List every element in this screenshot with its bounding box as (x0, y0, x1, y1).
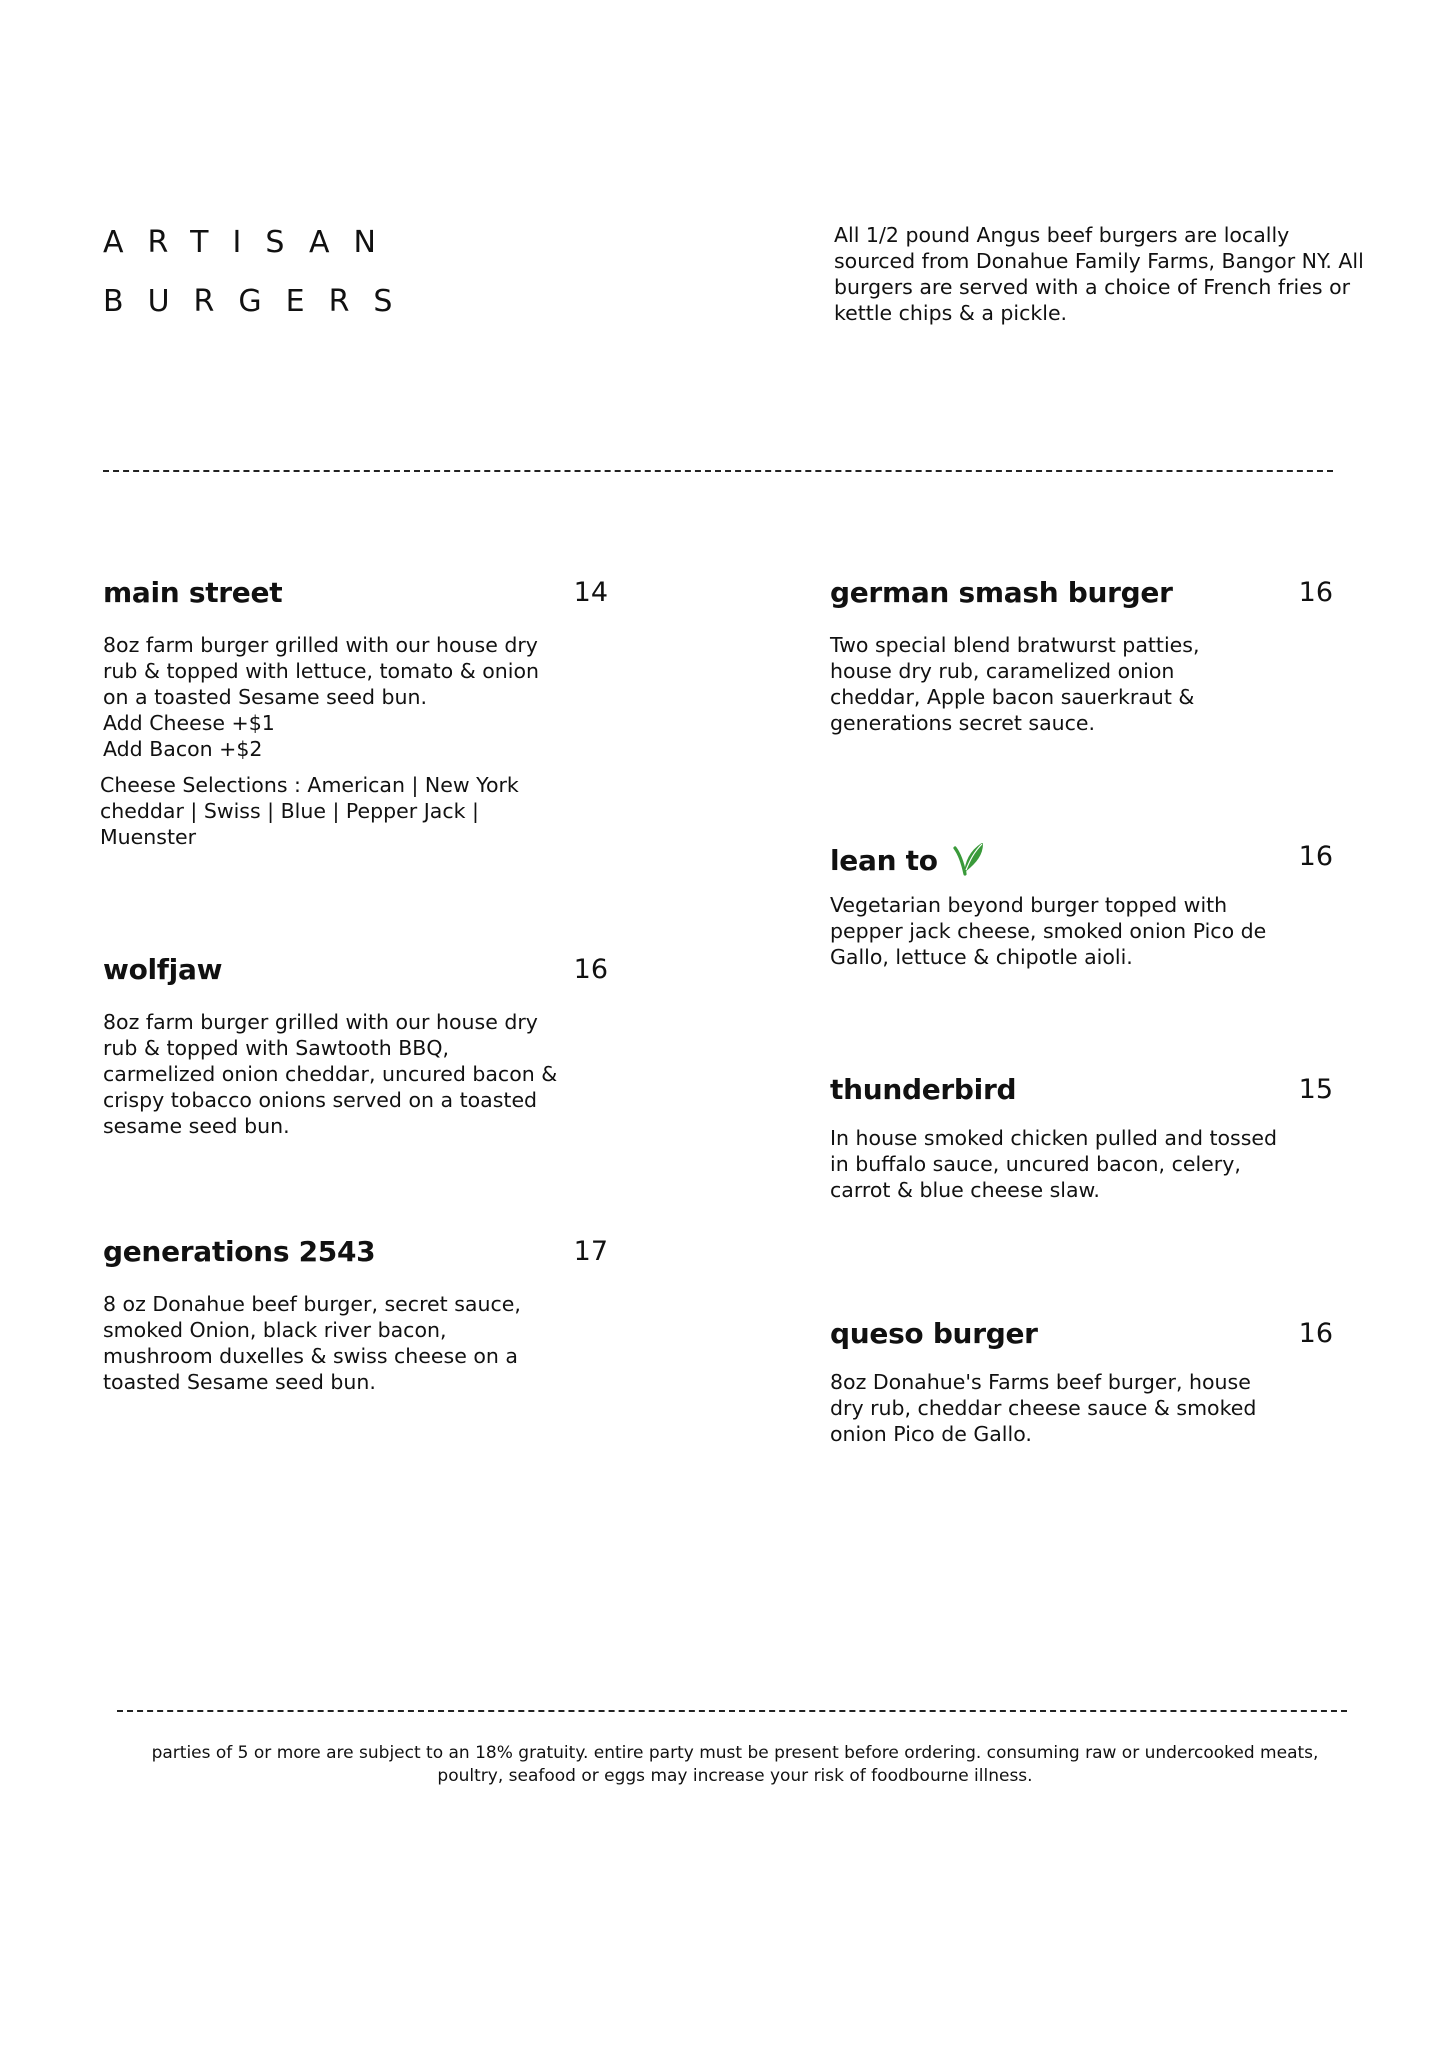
menu-title-line-1: ARTISAN (103, 225, 400, 260)
footer-notice: parties of 5 or more are subject to an 18% gratuity. entire party must be present before ordering. consuming raw or undercooked meats, poultry, seafood or eggs may increase your risk of foodbourne illness. (151, 1743, 1319, 1786)
bottom-divider (117, 1710, 1347, 1712)
item-name: wolfjaw (103, 953, 223, 986)
item-description: Two special blend bratwurst patties, house dry rub, caramelized onion cheddar, Apple bacon sauerkraut & generations secret sauce. (830, 633, 1200, 735)
item-description: In house smoked chicken pulled and tossed in buffalo sauce, uncured bacon, celery, carrot & blue cheese slaw. (830, 1126, 1278, 1202)
item-price: 16 (573, 954, 608, 985)
item-price: 16 (1298, 577, 1333, 608)
item-description: 8 oz Donahue beef burger, secret sauce, smoked Onion, black river bacon, mushroom duxelles & swiss cheese on a toasted Sesame seed bun. (103, 1292, 521, 1394)
item-description: 8oz Donahue's Farms beef burger, house dry rub, cheddar cheese sauce & smoked onion Pico de Gallo. (830, 1370, 1257, 1446)
addon-cheese: Add Cheese +$1 (103, 711, 275, 735)
item-name: thunderbird (830, 1073, 1017, 1106)
menu-intro: All 1/2 pound Angus beef burgers are locally sourced from Donahue Family Farms, Bangor NY. All burgers are served with a choice of French fries or kettle chips & a pickle. (834, 223, 1364, 325)
item-description: 8oz farm burger grilled with our house dry rub & topped with Sawtooth BBQ, carmelized onion cheddar, uncured bacon & crispy tobacco onions served on a toasted sesame seed bun. (103, 1010, 558, 1138)
item-price: 15 (1298, 1074, 1333, 1105)
item-name: generations 2543 (103, 1235, 376, 1268)
item-name: german smash burger (830, 576, 1173, 609)
item-price: 14 (573, 577, 608, 608)
item-name-text: lean to (830, 844, 938, 877)
item-description: Vegetarian beyond burger topped with pepper jack cheese, smoked onion Pico de Gallo, lettuce & chipotle aioli. (830, 893, 1267, 969)
item-name: main street (103, 576, 283, 609)
cheese-selections: Cheese Selections : American | New York cheddar | Swiss | Blue | Pepper Jack | Muenster (100, 773, 519, 849)
item-price: 17 (573, 1236, 608, 1267)
top-divider (103, 470, 1333, 472)
item-price: 16 (1298, 841, 1333, 872)
vegetarian-leaf-icon (952, 840, 986, 884)
item-name: queso burger (830, 1317, 1038, 1350)
item-description (100, 632, 563, 850)
item-price: 16 (1298, 1318, 1333, 1349)
item-name (830, 840, 986, 884)
menu-title-line-2: BURGERS (103, 284, 417, 319)
item-description-text: 8oz farm burger grilled with our house dry rub & topped with lettuce, tomato & onion on a toasted Sesame seed bun. (103, 633, 539, 709)
addon-bacon: Add Bacon +$2 (103, 737, 263, 761)
